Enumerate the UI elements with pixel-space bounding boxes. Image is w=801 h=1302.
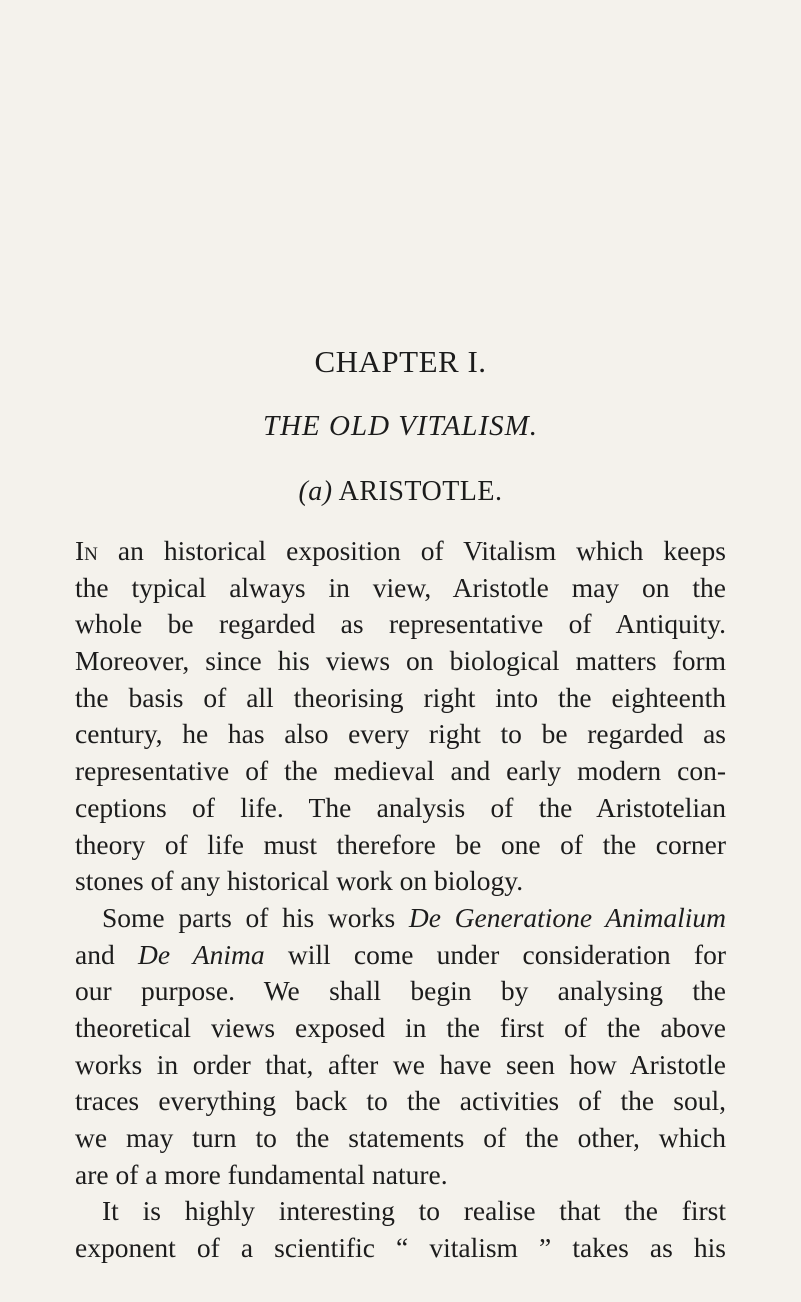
- text-line: Some parts of his works De Generatione Animalium: [102, 901, 726, 933]
- text-line: theoretical views exposed in the first of the above: [75, 1011, 726, 1043]
- text-line: traces everything back to the activities of the soul,: [75, 1085, 726, 1117]
- text-line: the typical always in view, Aristotle may on the: [75, 571, 726, 603]
- text-line: works in order that, after we have seen how Aristotle: [75, 1048, 726, 1080]
- text-line: theory of life must therefore be one of the corner: [75, 828, 726, 860]
- text-line: and De Anima will come under consideration for: [75, 938, 726, 970]
- text-line: It is highly interesting to realise that the first: [102, 1195, 726, 1227]
- text-line: ceptions of life. The analysis of the Aristotelian: [75, 791, 726, 823]
- drop-word: In: [75, 535, 98, 566]
- text-line: exponent of a scientific “ vitalism ” takes as his: [75, 1232, 726, 1264]
- text-line: Moreover, since his views on biological matters form: [75, 645, 726, 677]
- work-title: De Generatione Animalium: [408, 901, 726, 933]
- text-line: are of a more fundamental nature.: [75, 1158, 448, 1190]
- section-label: (a): [298, 476, 333, 507]
- work-title: De Anima: [137, 938, 265, 970]
- text-line: century, he has also every right to be regarded as: [75, 718, 726, 750]
- text-line: stones of any historical work on biology.: [75, 865, 524, 897]
- text-line: In an historical exposition of Vitalism which keeps: [75, 535, 726, 566]
- body-text: [75, 533, 726, 1267]
- text-line: we may turn to the statements of the other, which: [75, 1122, 726, 1153]
- text-line: whole be regarded as representative of Antiquity.: [75, 608, 726, 640]
- section-title: ARISTOTLE.: [338, 476, 503, 507]
- chapter-heading: CHAPTER I.: [314, 344, 487, 379]
- text-line: representative of the medieval and early modern con-: [75, 755, 726, 787]
- text-line: our purpose. We shall begin by analysing the: [75, 975, 726, 1007]
- chapter-title: THE OLD VITALISM.: [262, 410, 539, 442]
- section-heading: [0, 476, 801, 508]
- text-line: the basis of all theorising right into the eighteenth: [75, 681, 726, 713]
